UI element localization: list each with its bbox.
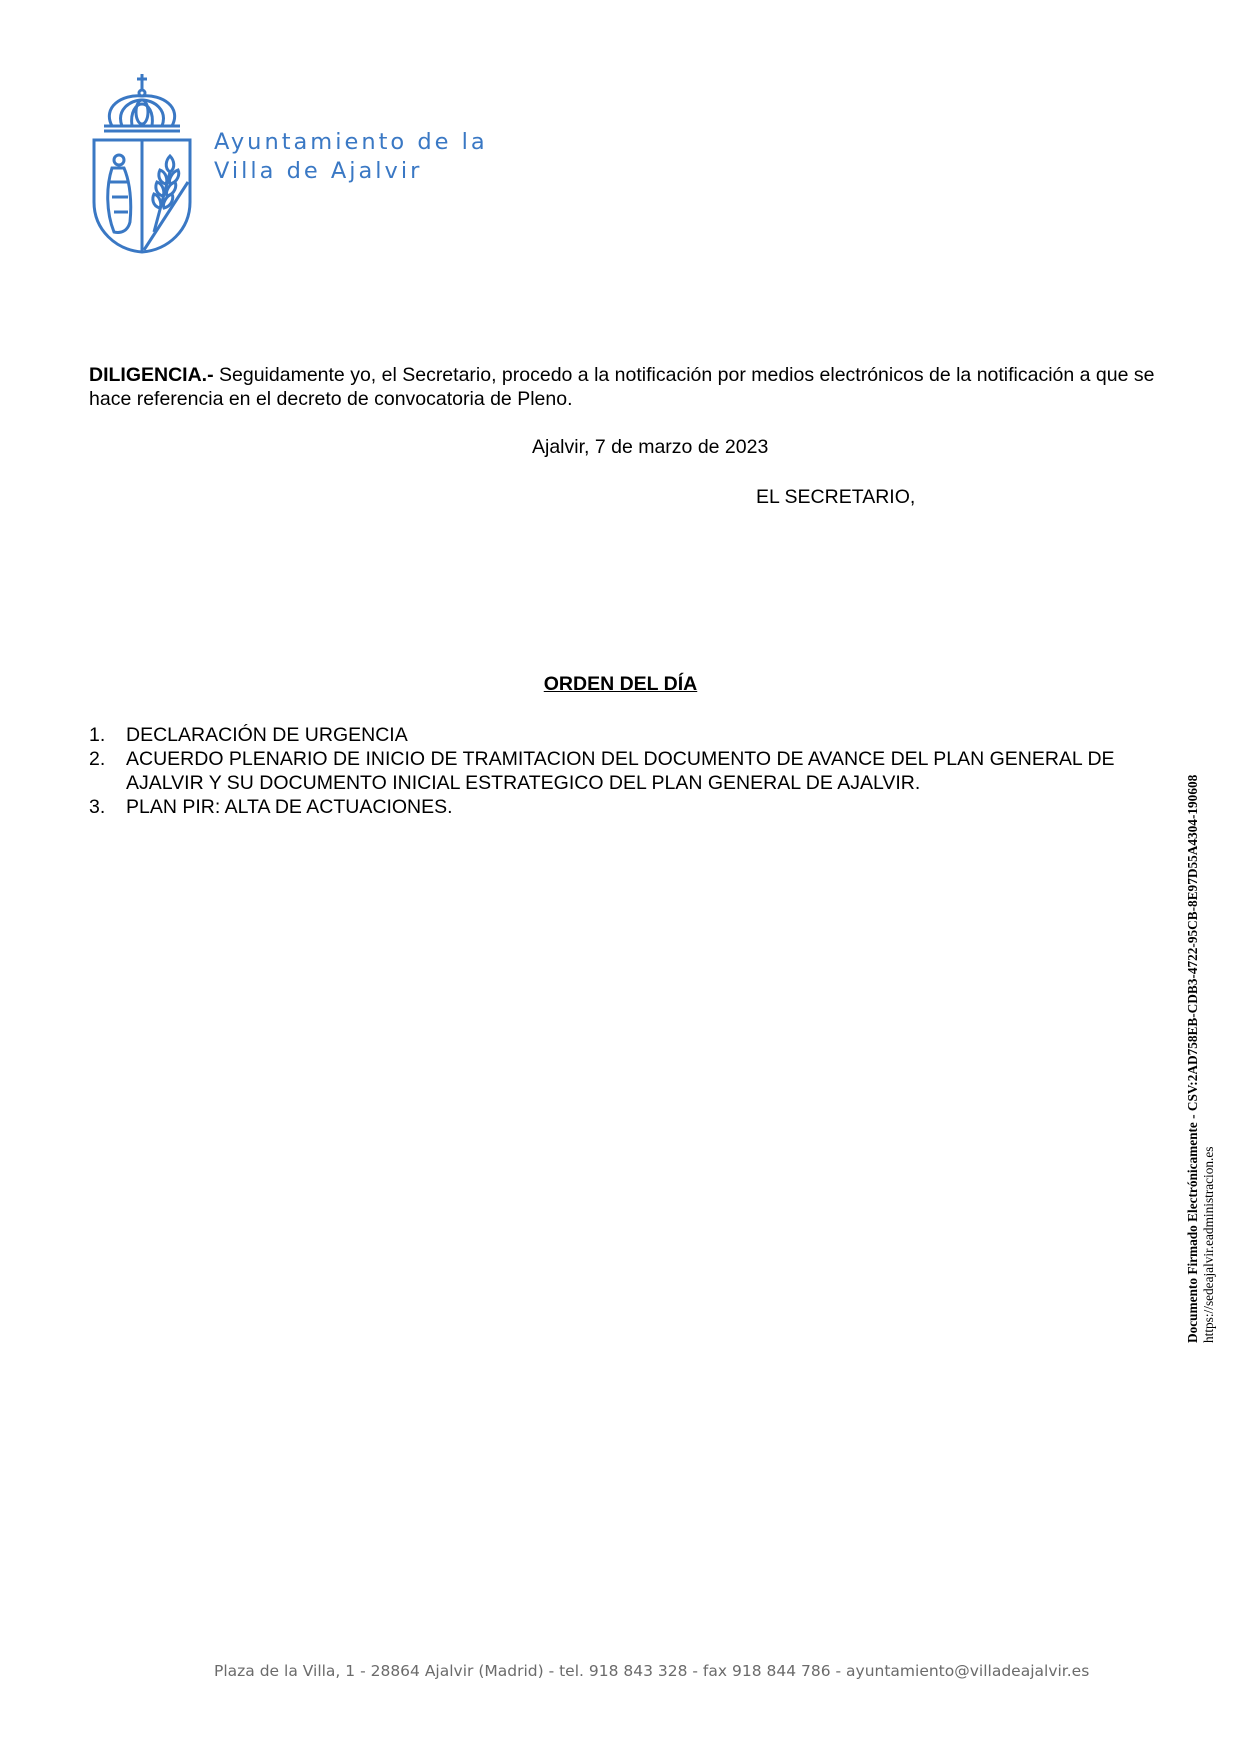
electronic-signature-stamp <box>1185 703 1225 1343</box>
signer-title: EL SECRETARIO, <box>756 486 916 508</box>
signature-stamp-csv: - CSV:2AD758EB-CDB3-4722-95CB-8E97D55A4304-190608 <box>1185 774 1200 1123</box>
agenda-item <box>89 795 1169 819</box>
signature-stamp-url: https://sedeajalvir.eadministracion.es <box>1201 1146 1216 1343</box>
agenda-item-number: 3. <box>89 796 106 818</box>
agenda-list <box>89 723 1169 819</box>
signature-stamp-label: Documento Firmado Electrónicamente <box>1185 1122 1200 1343</box>
agenda-item-text: DECLARACIÓN DE URGENCIA <box>126 724 408 746</box>
agenda-item-number: 1. <box>89 724 106 746</box>
institution-name-line2: Villa de Ajalvir <box>214 158 423 184</box>
diligencia-label: DILIGENCIA.- <box>89 364 214 386</box>
agenda-item-text: ACUERDO PLENARIO DE INICIO DE TRAMITACION DEL DOCUMENTO DE AVANCE DEL PLAN GENERAL DE AJALVIR Y SU DOCUMENTO INICIAL ESTRATEGICO DEL PLAN GENERAL DE AJALVIR. <box>126 748 1115 794</box>
ajalvir-coat-of-arms-icon <box>92 72 192 254</box>
signature-stamp-line1 <box>1185 703 1201 1343</box>
agenda-item-text: PLAN PIR: ALTA DE ACTUACIONES. <box>126 796 453 818</box>
agenda-item-number: 2. <box>89 748 106 770</box>
institution-name <box>214 128 488 186</box>
agenda-item <box>89 747 1169 795</box>
agenda-title: ORDEN DEL DÍA <box>543 673 698 695</box>
institution-name-line1: Ayuntamiento de la <box>214 129 488 155</box>
footer-contact: Plaza de la Villa, 1 - 28864 Ajalvir (Madrid) - tel. 918 843 328 - fax 918 844 786 - ayuntamiento@villadeajalvir.es <box>214 1662 1090 1680</box>
diligencia-text: Seguidamente yo, el Secretario, procedo a la notificación por medios electrónicos de la notificación a que se hace referencia en el decreto de convocatoria de Pleno. <box>89 364 1155 410</box>
place-date: Ajalvir, 7 de marzo de 2023 <box>532 436 769 458</box>
diligencia-paragraph <box>89 363 1164 411</box>
agenda-item <box>89 723 1169 747</box>
